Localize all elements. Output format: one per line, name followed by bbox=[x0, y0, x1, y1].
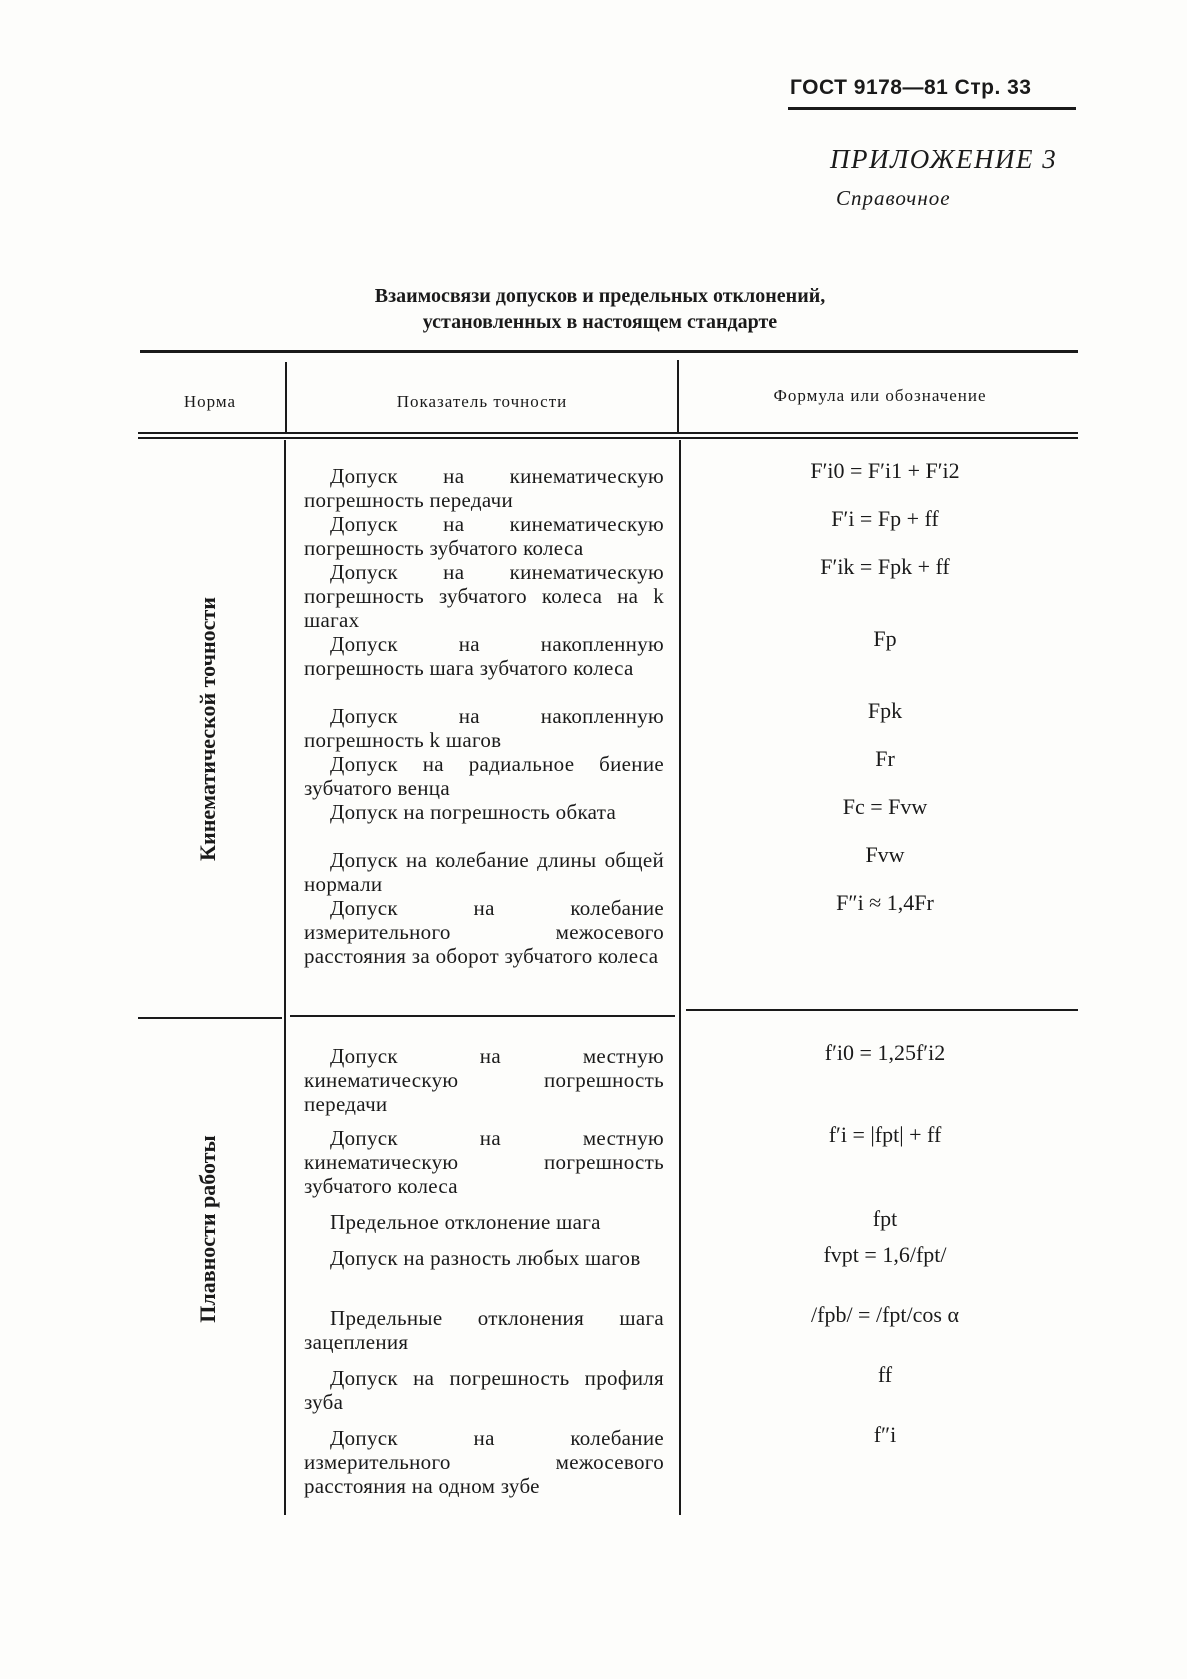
formula-cell: ff bbox=[877, 1362, 893, 1387]
indicator-cell: Предельное отклонение шага bbox=[330, 1210, 601, 1234]
header-rule-upper bbox=[138, 432, 1078, 434]
formula-cell: Fpk bbox=[867, 698, 903, 723]
formula-cell: F′i0 = F′i1 + F′i2 bbox=[810, 458, 960, 483]
indicator-cell: Допуск на кинематическую погрешность передачи bbox=[304, 464, 664, 512]
indicator-cell: Допуск на местную кинематическую погрешность зубчатого колеса bbox=[304, 1126, 664, 1198]
col-divider-1-header bbox=[285, 362, 287, 432]
indicator-cell: Допуск на колебание измерительного межосевого расстояния на одном зубе bbox=[304, 1426, 664, 1498]
title-line-1: Взаимосвязи допусков и предельных отклонений, bbox=[374, 285, 826, 307]
appendix-label: ПРИЛОЖЕНИЕ 3 bbox=[830, 144, 1058, 174]
doc-reference: ГОСТ 9178—81 Стр. 33 bbox=[790, 76, 1032, 99]
indicator-cell: Допуск на местную кинематическую погрешность передачи bbox=[304, 1044, 664, 1116]
formula-cell: f′i0 = 1,25f′i2 bbox=[824, 1040, 946, 1065]
norm-kinematic: Кинематической точности bbox=[195, 597, 220, 861]
norm-smoothness: Плавности работы bbox=[195, 1135, 220, 1323]
title-line-2: установленных в настоящем стандарте bbox=[422, 311, 778, 333]
formula-cell: f′i = |fpt| + ff bbox=[828, 1122, 942, 1147]
group-divider-left bbox=[138, 1017, 282, 1019]
appendix-type: Справочное bbox=[836, 186, 951, 210]
indicator-cell: Допуск на накопленную погрешность k шагов bbox=[304, 704, 664, 752]
indicator-cell: Допуск на кинематическую погрешность зубчатого колеса bbox=[304, 512, 664, 560]
header-rule bbox=[788, 107, 1076, 110]
group-divider-right bbox=[686, 1009, 1078, 1011]
col-divider-2 bbox=[679, 440, 681, 1515]
group-divider-mid bbox=[290, 1015, 675, 1017]
formula-cell: F′ik = Fpk + ff bbox=[820, 554, 950, 579]
table-title bbox=[240, 283, 960, 335]
table-top-rule bbox=[140, 350, 1078, 353]
formula-cell: F′i = Fp + ff bbox=[831, 506, 939, 531]
formula-cell: F″i ≈ 1,4Fr bbox=[836, 890, 934, 915]
col-header-formula: Формула или обозначение bbox=[773, 386, 987, 405]
formula-cell: Fc = Fvw bbox=[842, 794, 928, 819]
formula-cell: Fp bbox=[873, 626, 897, 651]
formula-cell: Fr bbox=[875, 746, 895, 771]
indicator-cell: Допуск на колебание длины общей нормали bbox=[304, 848, 664, 896]
col-header-norm: Норма bbox=[183, 392, 237, 411]
formula-cell: /fpb/ = /fpt/cos α bbox=[811, 1302, 959, 1327]
indicator-cell: Допуск на разность любых шагов bbox=[330, 1246, 641, 1270]
formula-cell: fvpt = 1,6/fpt/ bbox=[823, 1242, 947, 1267]
indicator-cell: Допуск на погрешность профиля зуба bbox=[304, 1366, 664, 1414]
indicator-cell: Допуск на накопленную погрешность шага зубчатого колеса bbox=[304, 632, 664, 680]
indicator-cell: Допуск на погрешность обката bbox=[330, 800, 617, 824]
indicator-cell: Допуск на кинематическую погрешность зубчатого колеса на k шагах bbox=[304, 560, 664, 632]
indicator-cell: Допуск на радиальное биение зубчатого венца bbox=[304, 752, 664, 800]
formula-cell: f″i bbox=[873, 1422, 897, 1447]
formula-cell: fpt bbox=[872, 1206, 898, 1231]
col-divider-1 bbox=[284, 440, 286, 1515]
col-header-indicator: Показатель точности bbox=[396, 392, 568, 411]
formula-cell: Fvw bbox=[865, 842, 905, 867]
header-rule-lower bbox=[138, 437, 1078, 439]
col-divider-2-header bbox=[677, 360, 679, 432]
indicator-cell: Предельные отклонения шага зацепления bbox=[304, 1306, 664, 1354]
indicator-cell: Допуск на колебание измерительного межосевого расстояния за оборот зубчатого колеса bbox=[304, 896, 664, 968]
